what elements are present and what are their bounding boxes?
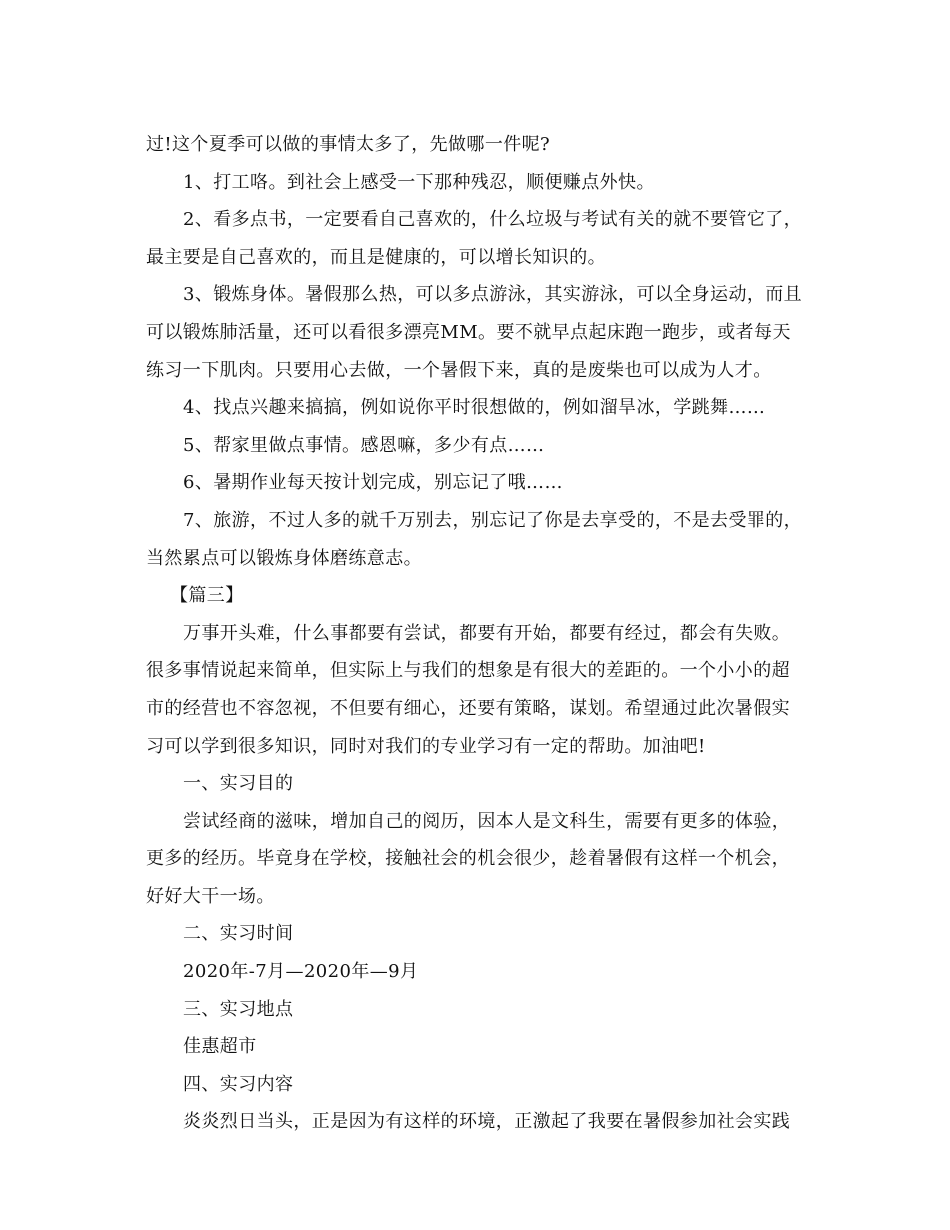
section-heading: 【篇三】 [170,585,244,607]
paragraph-content: 炎炎烈日当头，正是因为有这样的环境，正激起了我要在暑假参加社会实践 [183,1111,791,1133]
list-item-hobby: 4、找点兴趣来搞搞，例如说你平时很想做的，例如溜旱冰，学跳舞…… [183,397,766,419]
subheading-place: 三、实习地点 [183,998,294,1020]
list-item-reading: 2、看多点书，一定要看自己喜欢的，什么垃圾与考试有关的就不要管它了，最主要是自己喜欢的，而且是健康的，可以增长知识的。 [146,209,803,268]
paragraph-intro: 过!这个夏季可以做的事情太多了，先做哪一件呢? [146,134,551,155]
paragraph-place: 佳惠超市 [183,1036,257,1058]
list-item-travel: 7、旅游，不过人多的就千万别去，别忘记了你是去享受的，不是去受罪的，当然累点可以锻炼身体磨练意志。 [146,509,803,569]
list-item-exercise: 3、锻炼身体。暑假那么热，可以多点游泳，其实游泳，可以全身运动，而且可以锻炼肺活量，还可以看很多漂亮MM。要不就早点起床跑一跑步，或者每天练习一下肌肉。只要用心去做，一个暑假下来，真的是废柴也可以成为人才。 [146,284,803,381]
paragraph-introduction: 万事开头难，什么事都要有尝试，都要有开始，都要有经过，都会有失败。很多事情说起来简单，但实际上与我们的想象是有很大的差距的。一个小小的超市的经营也不容忽视，不但要有细心，还要有策略，谋划。希望通过此次暑假实习可以学到很多知识，同时对我们的专业学习有一定的帮助。加油吧! [146,622,791,757]
list-item-work: 1、打工咯。到社会上感受一下那种残忍，顺便赚点外快。 [183,171,655,193]
subheading-purpose: 一、实习目的 [183,773,294,795]
paragraph-time: 2020年-7月—2020年—9月 [183,961,419,983]
document-body [146,126,806,1141]
list-item-housework: 5、帮家里做点事情。感恩嘛，多少有点…… [183,434,545,456]
subheading-content: 四、实习内容 [183,1073,294,1095]
paragraph-purpose: 尝试经商的滋味，增加自己的阅历，因本人是文科生，需要有更多的体验，更多的经历。毕竟身在学校，接触社会的机会很少，趁着暑假有这样一个机会，好好大干一场。 [146,810,791,907]
subheading-time: 二、实习时间 [183,923,294,945]
list-item-homework: 6、暑期作业每天按计划完成，别忘记了哦…… [183,472,563,494]
